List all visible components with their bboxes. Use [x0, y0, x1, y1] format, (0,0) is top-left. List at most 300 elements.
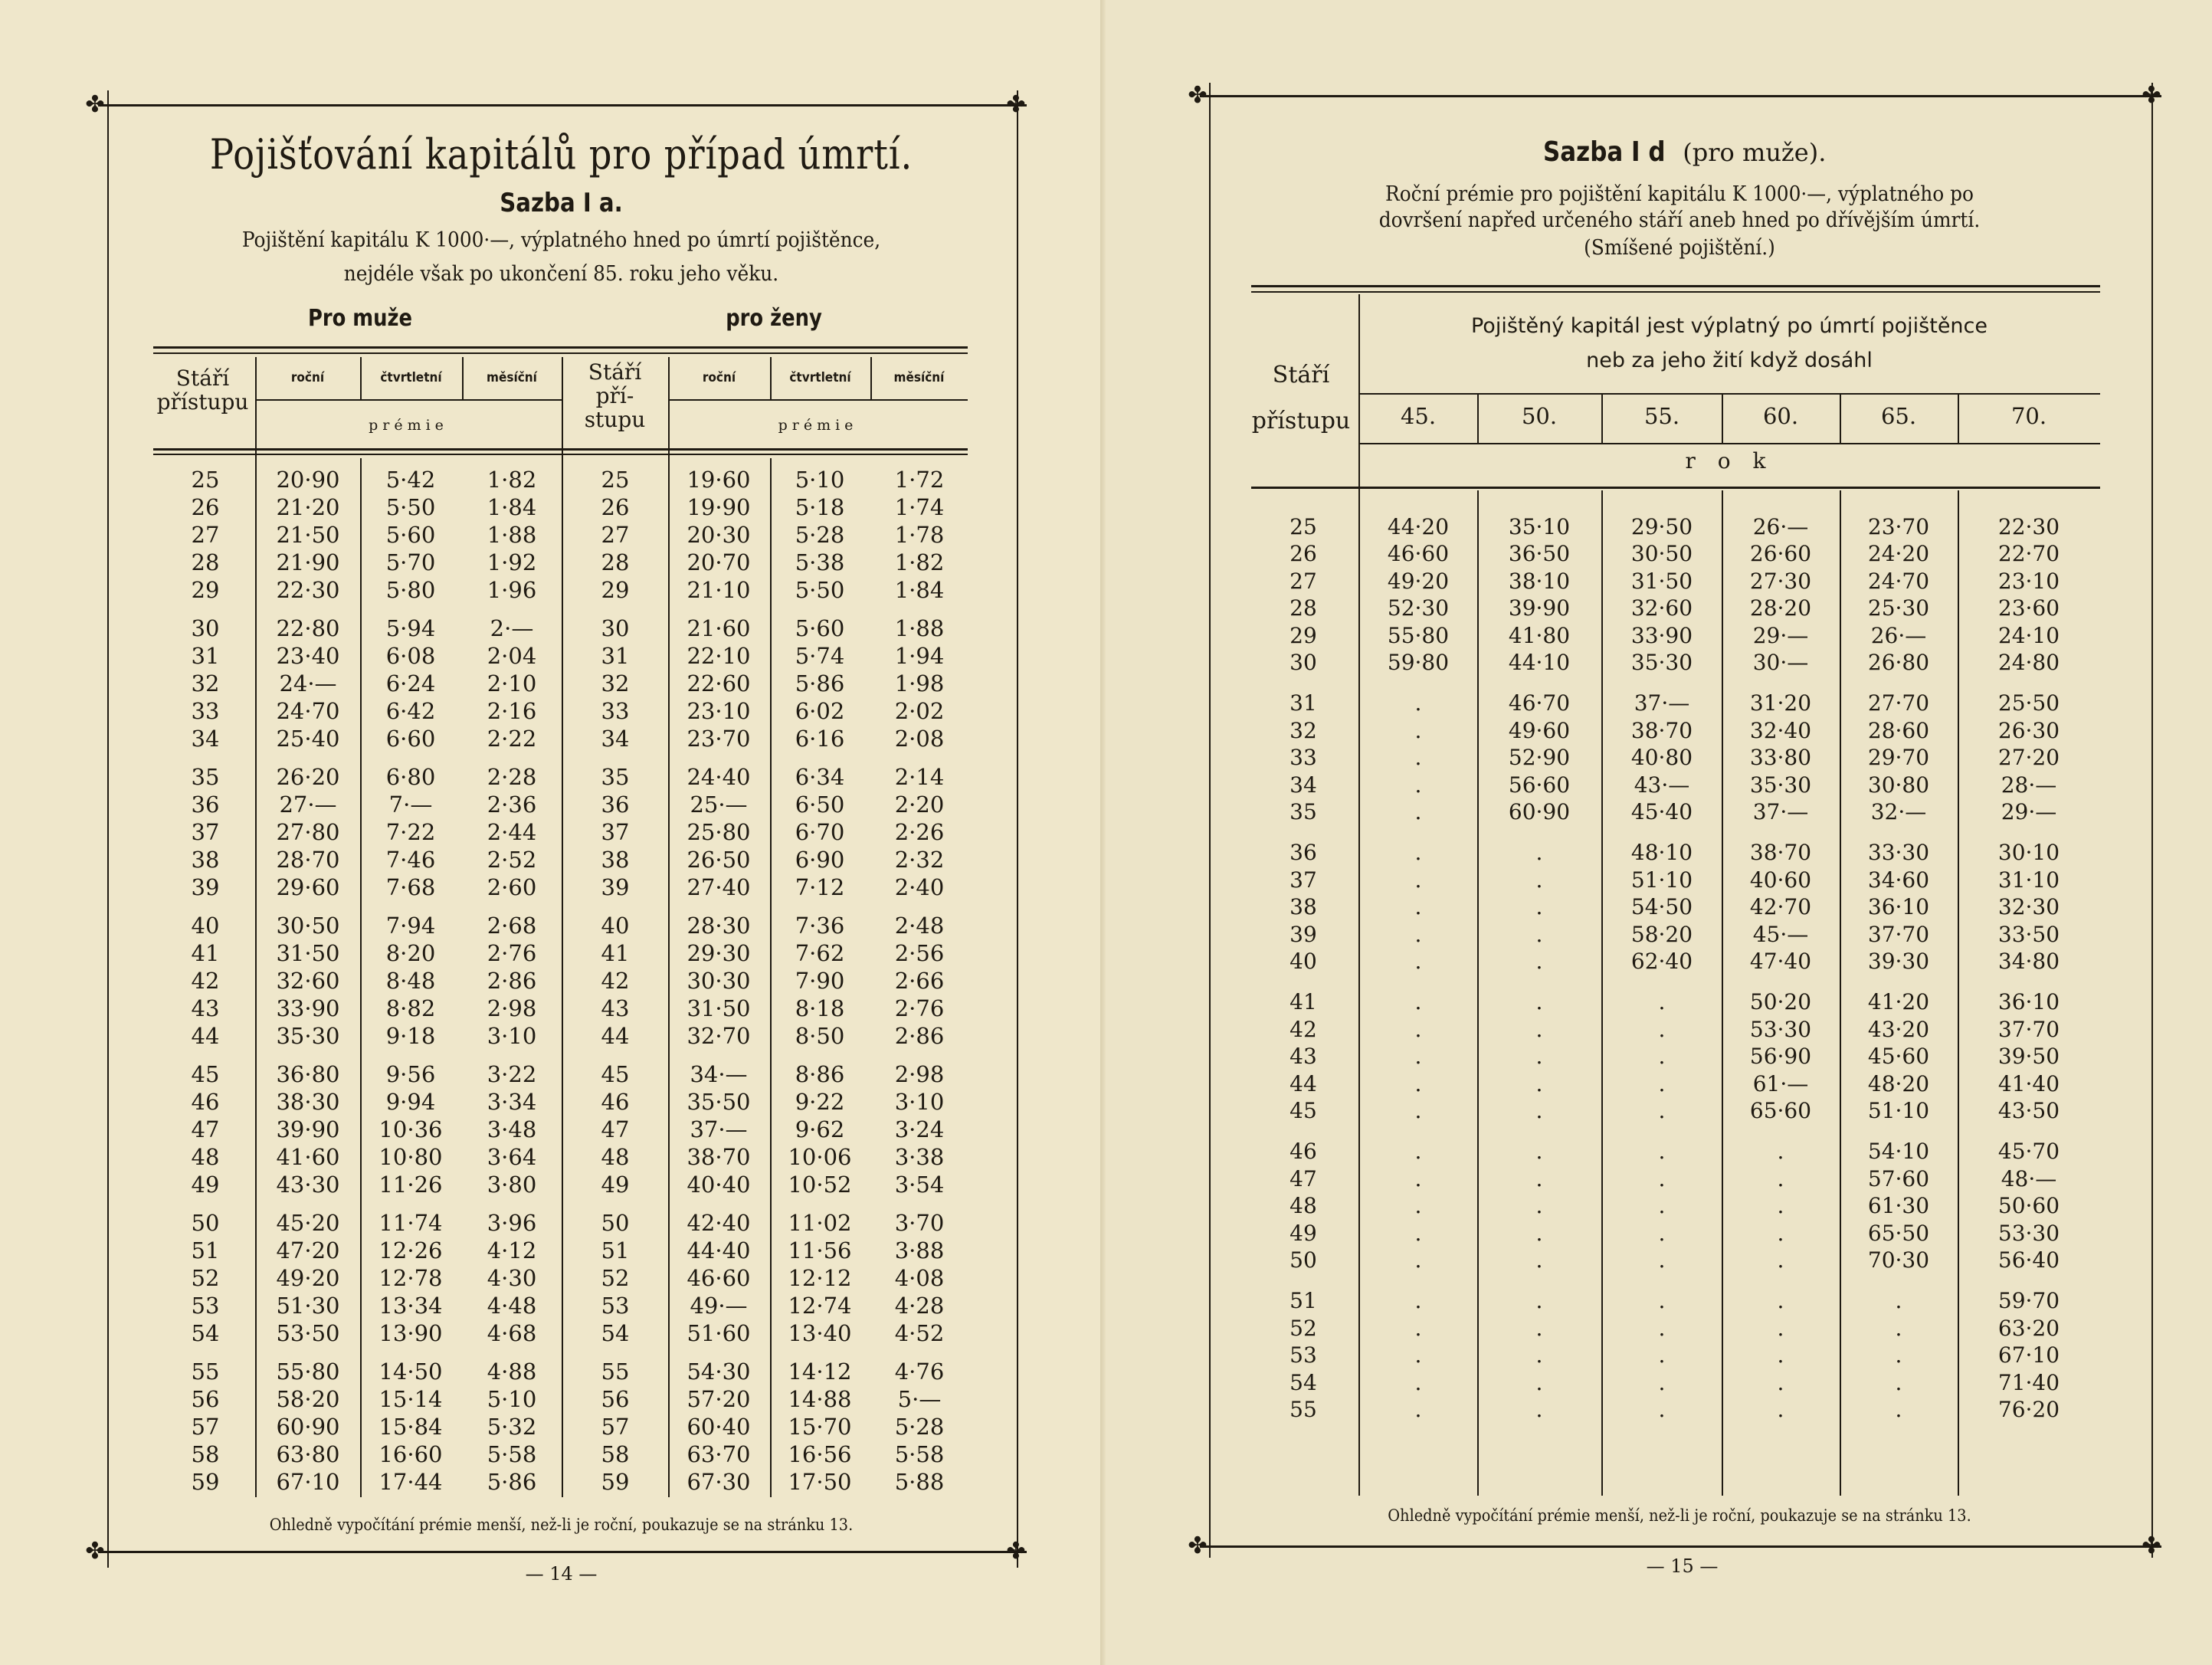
premium-cell: 1·78	[894, 522, 945, 548]
premium-cell: 61·—	[1752, 1071, 1809, 1096]
premium-cell: 15·14	[378, 1386, 443, 1412]
premium-cell: 7·46	[385, 847, 436, 873]
premium-cell: .	[1414, 799, 1422, 824]
premium-cell: 24·10	[1997, 623, 2060, 648]
premium-cell: 5·58	[487, 1441, 537, 1467]
premium-cell: 2·52	[487, 847, 537, 873]
year-header: 45.	[1400, 403, 1437, 429]
premium-cell: 3·70	[894, 1210, 945, 1236]
premium-cell: 30·80	[1867, 772, 1930, 798]
premium-cell: 32·60	[1630, 595, 1693, 621]
age-cell: 55	[191, 1359, 220, 1385]
age-cell: 41	[191, 940, 220, 966]
age-cell: 55	[601, 1359, 630, 1385]
premium-cell: 71·40	[1997, 1370, 2060, 1395]
premium-cell: 11·56	[788, 1237, 852, 1263]
premium-cell: .	[1414, 718, 1422, 743]
premium-cell: 60·90	[276, 1414, 340, 1440]
premium-cell: 3·10	[487, 1023, 537, 1049]
premium-cell: 5·38	[795, 549, 845, 575]
premium-cell: 25·30	[1867, 595, 1930, 621]
premium-cell: 27·—	[279, 792, 337, 818]
age-cell: 39	[1290, 922, 1317, 947]
age-cell: 28	[1290, 595, 1317, 621]
premium-subrule-men	[255, 399, 562, 401]
premium-cell: 5·50	[385, 494, 436, 520]
premium-cell: .	[1414, 1316, 1422, 1341]
age-cell: 34	[601, 726, 630, 752]
age-cell: 34	[1290, 772, 1317, 798]
premium-cell: 32·—	[1870, 799, 1927, 824]
premium-cell: .	[1535, 1017, 1543, 1042]
premium-cell: 10·06	[788, 1144, 852, 1170]
premium-cell: 9·22	[795, 1089, 845, 1115]
premium-cell: 36·50	[1508, 541, 1571, 566]
age-cell: 50	[1290, 1247, 1317, 1273]
premium-cell: .	[1658, 1288, 1666, 1313]
premium-cell: 3·54	[894, 1172, 945, 1198]
age-cell: 59	[601, 1469, 630, 1495]
age-cell: 38	[1290, 894, 1317, 919]
age-cell: 37	[1290, 867, 1317, 893]
premium-cell: 29·—	[1752, 623, 1809, 648]
age-cell: 51	[191, 1237, 220, 1263]
premium-cell: .	[1535, 894, 1543, 919]
premium-cell: 19·60	[687, 467, 751, 493]
premium-cell: 24·—	[279, 670, 337, 696]
premium-cell: 27·20	[1997, 745, 2060, 770]
premium-cell: 17·50	[788, 1469, 852, 1495]
premium-cell: 26·—	[1870, 623, 1927, 648]
premium-cell: 24·70	[1867, 569, 1930, 594]
premium-cell: 2·44	[487, 819, 537, 845]
premium-cell: 30·—	[1752, 650, 1809, 675]
premium-cell: 2·76	[487, 940, 537, 966]
premium-cell: 26·80	[1867, 650, 1930, 675]
premium-cell: 6·60	[385, 726, 436, 752]
premium-cell: 3·80	[487, 1172, 537, 1198]
premium-cell: 29·30	[687, 940, 751, 966]
premium-cell: 39·30	[1867, 949, 1930, 974]
premium-cell: .	[1535, 1193, 1543, 1218]
premium-cell: 32·30	[1997, 894, 2060, 919]
premium-cell: 44·20	[1387, 514, 1450, 539]
premium-cell: 56·90	[1749, 1044, 1812, 1069]
premium-cell: 36·10	[1867, 894, 1930, 919]
premium-cell: 29·50	[1630, 514, 1693, 539]
age-cell: 40	[1290, 949, 1317, 974]
footnote: Ohledně vypočítání prémie menší, než-li je roční, poukazuje se na stránku 13.	[269, 1516, 854, 1534]
age-cell: 54	[601, 1320, 630, 1346]
premium-cell: 40·40	[687, 1172, 751, 1198]
premium-cell: 21·50	[276, 522, 340, 548]
premium-cell: 27·30	[1749, 569, 1812, 594]
age-cell: 43	[191, 995, 220, 1021]
age-cell: 30	[191, 615, 220, 641]
age-cell: 42	[1290, 1017, 1317, 1042]
age-cell: 45	[1290, 1098, 1317, 1123]
age-cell: 32	[1290, 718, 1317, 743]
premium-cell: 7·22	[385, 819, 436, 845]
premium-cell: 34·80	[1997, 949, 2060, 974]
premium-cell: 3·34	[487, 1089, 537, 1115]
col-divider	[1840, 394, 1841, 443]
premium-cell: .	[1658, 1044, 1666, 1069]
premium-cell: 45·70	[1997, 1139, 2060, 1164]
age-cell: 37	[601, 819, 630, 845]
premium-cell: 7·68	[385, 874, 436, 900]
premium-cell: 24·40	[687, 764, 751, 790]
premium-cell: 24·70	[276, 698, 340, 724]
premium-cell: 43·30	[276, 1172, 340, 1198]
premium-cell: 39·90	[276, 1116, 340, 1142]
age-cell: 46	[1290, 1139, 1317, 1164]
premium-cell: 5·86	[487, 1469, 537, 1495]
premium-cell: 4·76	[894, 1359, 945, 1385]
premium-cell: 33·50	[1997, 922, 2060, 947]
age-cell: 54	[191, 1320, 220, 1346]
premium-cell: 8·20	[385, 940, 436, 966]
ornament-icon: ✤	[2142, 1532, 2161, 1559]
premium-cell: 22·60	[687, 670, 751, 696]
premium-cell: .	[1414, 949, 1422, 974]
col-divider	[1840, 490, 1841, 1496]
age-cell: 27	[191, 522, 220, 548]
premium-subrule-women	[668, 399, 968, 401]
premium-cell: 49·20	[276, 1265, 340, 1291]
premium-cell: .	[1658, 1221, 1666, 1246]
premium-cell: 1·98	[894, 670, 945, 696]
premium-cell: 2·48	[894, 913, 945, 939]
premium-cell: 2·20	[894, 792, 945, 818]
age-cell: 49	[1290, 1221, 1317, 1246]
premium-cell: 58·20	[1630, 922, 1693, 947]
description-line-2: dovršení napřed určeného stáří aneb hned po dřívějším úmrtí.	[1378, 208, 1981, 232]
premium-cell: .	[1895, 1397, 1902, 1422]
premium-cell: 36·80	[276, 1061, 340, 1087]
premium-cell: .	[1535, 989, 1543, 1014]
age-cell: 34	[191, 726, 220, 752]
age-cell: 47	[601, 1116, 630, 1142]
premium-cell: 53·30	[1997, 1221, 2060, 1246]
age-cell: 26	[191, 494, 220, 520]
premium-cell: 65·60	[1749, 1098, 1812, 1123]
col-divider	[1358, 294, 1360, 1496]
premium-cell: 15·70	[788, 1414, 852, 1440]
premium-cell: .	[1414, 745, 1422, 770]
right-page	[1106, 0, 2212, 1665]
premium-cell: .	[1658, 1071, 1666, 1096]
premium-cell: 35·50	[687, 1089, 751, 1115]
premium-cell: 1·96	[487, 577, 537, 603]
premium-cell: 35·10	[1508, 514, 1571, 539]
age-cell: 52	[1290, 1316, 1317, 1341]
premium-cell: 59·80	[1387, 650, 1450, 675]
premium-cell: 46·70	[1508, 690, 1571, 716]
premium-cell: 28·60	[1867, 718, 1930, 743]
premium-cell: .	[1414, 1017, 1422, 1042]
premium-cell: .	[1414, 922, 1422, 947]
premium-cell: 27·80	[276, 819, 340, 845]
premium-cell: 67·30	[687, 1469, 751, 1495]
col-header-age: Stáří přístupu	[1251, 362, 1351, 434]
premium-cell: 30·10	[1997, 840, 2060, 865]
premium-cell: 31·10	[1997, 867, 2060, 893]
premium-cell: 2·04	[487, 643, 537, 669]
age-cell: 41	[1290, 989, 1317, 1014]
age-cell: 57	[191, 1414, 220, 1440]
premium-cell: .	[1535, 949, 1543, 974]
premium-cell: .	[1658, 1193, 1666, 1218]
premium-cell: .	[1414, 894, 1422, 919]
age-cell: 45	[601, 1061, 630, 1087]
premium-cell: 2·—	[490, 615, 534, 641]
left-frame-top-rule	[98, 104, 1027, 107]
premium-cell: .	[1535, 1397, 1543, 1422]
premium-cell: 20·70	[687, 549, 751, 575]
premium-cell: 5·28	[795, 522, 845, 548]
premium-cell: 32·40	[1749, 718, 1812, 743]
premium-cell: 11·74	[378, 1210, 443, 1236]
premium-cell: 54·10	[1867, 1139, 1930, 1164]
premium-cell: 2·68	[487, 913, 537, 939]
premium-cell: 33·80	[1749, 745, 1812, 770]
premium-cell: 2·98	[487, 995, 537, 1021]
premium-cell: 54·30	[687, 1359, 751, 1385]
age-cell: 36	[191, 792, 220, 818]
premium-cell: 22·80	[276, 615, 340, 641]
premium-cell: 33·90	[1630, 623, 1693, 648]
tariff-heading-note: (pro muže).	[1683, 138, 1827, 167]
premium-cell: .	[1777, 1221, 1784, 1246]
premium-cell: 5·94	[385, 615, 436, 641]
premium-cell: 50·60	[1997, 1193, 2060, 1218]
premium-cell: 63·20	[1997, 1316, 2060, 1341]
premium-cell: .	[1535, 1098, 1543, 1123]
age-cell: 36	[601, 792, 630, 818]
premium-cell: 36·10	[1997, 989, 2060, 1014]
premium-cell: .	[1535, 1370, 1543, 1395]
premium-cell: 5·—	[897, 1386, 942, 1412]
premium-cell: .	[1658, 1397, 1666, 1422]
col-header-annual: roční	[290, 370, 325, 385]
premium-cell: 38·30	[276, 1089, 340, 1115]
age-cell: 30	[601, 615, 630, 641]
col-header-premium: prémie	[369, 417, 448, 434]
premium-cell: 21·90	[276, 549, 340, 575]
age-cell: 48	[191, 1144, 220, 1170]
col-divider	[562, 357, 563, 1497]
premium-cell: .	[1777, 1247, 1784, 1273]
premium-cell: 43·50	[1997, 1098, 2060, 1123]
age-cell: 33	[601, 698, 630, 724]
unit-rule	[1358, 443, 2100, 444]
col-divider	[360, 357, 362, 399]
age-cell: 54	[1290, 1370, 1317, 1395]
premium-cell: .	[1895, 1288, 1902, 1313]
premium-cell: 45·40	[1630, 799, 1693, 824]
premium-cell: 2·98	[894, 1061, 945, 1087]
premium-cell: .	[1777, 1370, 1784, 1395]
premium-cell: 61·30	[1867, 1193, 1930, 1218]
premium-cell: 35·30	[1749, 772, 1812, 798]
premium-cell: 40·60	[1749, 867, 1812, 893]
premium-cell: 1·82	[894, 549, 945, 575]
table-header-rule-thin	[153, 454, 968, 455]
premium-cell: .	[1535, 1139, 1543, 1164]
age-cell: 36	[1290, 840, 1317, 865]
premium-cell: .	[1658, 1316, 1666, 1341]
premium-cell: 2·22	[487, 726, 537, 752]
premium-cell: 1·72	[894, 467, 945, 493]
premium-cell: .	[1535, 922, 1543, 947]
premium-cell: 41·80	[1508, 623, 1571, 648]
premium-cell: 14·88	[788, 1386, 852, 1412]
premium-cell: 6·16	[795, 726, 845, 752]
premium-cell: 8·50	[795, 1023, 845, 1049]
premium-cell: 8·86	[795, 1061, 845, 1087]
age-cell: 50	[191, 1210, 220, 1236]
premium-cell: 3·22	[487, 1061, 537, 1087]
premium-cell: 70·30	[1867, 1247, 1930, 1273]
premium-cell: 59·70	[1997, 1288, 2060, 1313]
right-frame-bottom-rule	[1200, 1545, 2161, 1548]
age-cell: 53	[191, 1293, 220, 1319]
age-cell: 27	[1290, 569, 1317, 594]
premium-cell: 3·38	[894, 1144, 945, 1170]
premium-cell: 60·40	[687, 1414, 751, 1440]
premium-cell: 3·10	[894, 1089, 945, 1115]
premium-cell: 65·50	[1867, 1221, 1930, 1246]
premium-cell: .	[1895, 1370, 1902, 1395]
premium-cell: 2·16	[487, 698, 537, 724]
premium-cell: 63·80	[276, 1441, 340, 1467]
premium-cell: 56·60	[1508, 772, 1571, 798]
premium-cell: 23·10	[687, 698, 751, 724]
premium-cell: 48·—	[2001, 1166, 2057, 1191]
age-cell: 29	[601, 577, 630, 603]
premium-cell: 46·60	[1387, 541, 1450, 566]
age-cell: 31	[1290, 690, 1317, 716]
description-line-1: Roční prémie pro pojištění kapitálu K 1000·—, výplatného po	[1385, 182, 1974, 206]
premium-cell: 53·30	[1749, 1017, 1812, 1042]
premium-cell: 37·70	[1867, 922, 1930, 947]
age-cell: 57	[601, 1414, 630, 1440]
premium-cell: 39·50	[1997, 1044, 2060, 1069]
age-cell: 33	[1290, 745, 1317, 770]
premium-cell: 52·30	[1387, 595, 1450, 621]
premium-cell: 8·48	[385, 968, 436, 994]
premium-cell: 49·—	[690, 1293, 748, 1319]
premium-cell: 35·30	[1630, 650, 1693, 675]
premium-cell: 5·28	[894, 1414, 945, 1440]
premium-cell: 7·—	[388, 792, 433, 818]
premium-cell: 44·10	[1508, 650, 1571, 675]
premium-cell: 7·90	[795, 968, 845, 994]
premium-cell: .	[1535, 1221, 1543, 1246]
premium-cell: .	[1414, 1098, 1422, 1123]
age-cell: 48	[1290, 1193, 1317, 1218]
age-cell: 35	[1290, 799, 1317, 824]
col-header-age-women: Stáří pří- stupu	[584, 359, 646, 432]
premium-cell: 48·20	[1867, 1071, 1930, 1096]
col-divider	[1958, 394, 1959, 443]
premium-cell: .	[1414, 1288, 1422, 1313]
premium-cell: 43·20	[1867, 1017, 1930, 1042]
premium-cell: 25·—	[690, 792, 748, 818]
premium-cell: 10·80	[378, 1144, 443, 1170]
premium-cell: .	[1414, 772, 1422, 798]
col-divider	[1477, 394, 1479, 443]
premium-cell: 2·10	[487, 670, 537, 696]
premium-cell: 22·70	[1997, 541, 2060, 566]
age-cell: 39	[601, 874, 630, 900]
year-header: 60.	[1762, 403, 1799, 429]
premium-cell: 3·64	[487, 1144, 537, 1170]
premium-cell: 4·48	[487, 1293, 537, 1319]
age-cell: 28	[191, 549, 220, 575]
premium-cell: .	[1895, 1342, 1902, 1368]
premium-cell: 5·86	[795, 670, 845, 696]
premium-cell: 44·40	[687, 1237, 751, 1263]
premium-cell: .	[1658, 1139, 1666, 1164]
description-line-2: nejdéle však po ukončení 85. roku jeho věku.	[343, 262, 779, 286]
premium-cell: 2·76	[894, 995, 945, 1021]
premium-cell: 12·78	[378, 1265, 443, 1291]
age-cell: 38	[601, 847, 630, 873]
age-cell: 49	[191, 1172, 220, 1198]
age-cell: 26	[601, 494, 630, 520]
premium-cell: .	[1414, 840, 1422, 865]
footnote: Ohledně vypočítání prémie menší, než-li je roční, poukazuje se na stránku 13.	[1388, 1506, 1971, 1525]
premium-cell: .	[1777, 1166, 1784, 1191]
col-header-monthly: měsíční	[487, 370, 537, 385]
premium-cell: .	[1658, 1342, 1666, 1368]
premium-cell: 7·94	[385, 913, 436, 939]
premium-cell: 5·88	[894, 1469, 945, 1495]
premium-cell: 25·40	[276, 726, 340, 752]
premium-cell: .	[1895, 1316, 1902, 1341]
premium-cell: 28·70	[276, 847, 340, 873]
premium-cell: 4·12	[487, 1237, 537, 1263]
premium-cell: 7·36	[795, 913, 845, 939]
premium-cell: 29·60	[276, 874, 340, 900]
premium-cell: .	[1414, 1044, 1422, 1069]
col-divider	[1477, 490, 1479, 1496]
premium-cell: 1·74	[894, 494, 945, 520]
table-top-rule-thin	[153, 352, 968, 354]
premium-cell: 8·18	[795, 995, 845, 1021]
premium-cell: 60·90	[1508, 799, 1571, 824]
col-divider	[1958, 490, 1959, 1496]
age-cell: 28	[601, 549, 630, 575]
premium-cell: 42·70	[1749, 894, 1812, 919]
table-top-rule	[153, 346, 968, 349]
premium-cell: 6·42	[385, 698, 436, 724]
premium-cell: 38·70	[1749, 840, 1812, 865]
premium-cell: 25·50	[1997, 690, 2060, 716]
premium-cell: 15·84	[378, 1414, 443, 1440]
description-line-3: (Smíšené pojištění.)	[1584, 236, 1775, 260]
premium-cell: 38·70	[687, 1144, 751, 1170]
premium-cell: 30·30	[687, 968, 751, 994]
premium-cell: .	[1414, 1221, 1422, 1246]
premium-cell: 48·10	[1630, 840, 1693, 865]
description-line-1: Pojištění kapitálu K 1000·—, výplatného hned po úmrtí pojištěnce,	[241, 228, 881, 252]
premium-cell: 21·60	[687, 615, 751, 641]
premium-cell: 31·50	[1630, 569, 1693, 594]
ornament-icon: ✤	[1006, 91, 1026, 118]
